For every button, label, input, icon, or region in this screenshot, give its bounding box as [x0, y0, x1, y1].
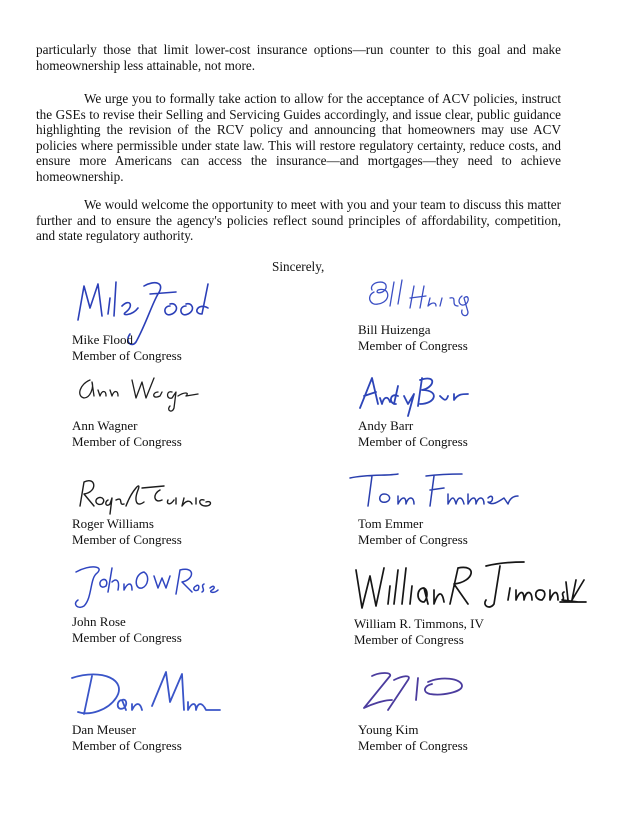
signatory-name: Bill Huizenga: [358, 322, 431, 337]
signatory-title: Member of Congress: [72, 348, 182, 363]
signature-block-dan-meuser: [72, 666, 302, 754]
signatory-title: Member of Congress: [358, 338, 468, 353]
signatory-name: Mike Flood: [72, 332, 134, 347]
signature-john-rose: [72, 558, 222, 614]
signatory-title: Member of Congress: [354, 632, 464, 647]
signature-ann-wagner: [72, 370, 212, 418]
signature-andy-barr: [358, 370, 498, 418]
signatory-name: Ann Wagner: [72, 418, 138, 433]
signature-dan-meuser: [72, 666, 222, 722]
signatory-name: Roger Williams: [72, 516, 154, 531]
signatory-name: Tom Emmer: [358, 516, 424, 531]
signature-block-andy-barr: [358, 370, 588, 450]
body-paragraph-1: particularly those that limit lower-cost insurance options—run counter to this goal and make homeownership less attainable, not more.: [36, 42, 561, 73]
signatory-name: John Rose: [72, 614, 126, 629]
signatory-title: Member of Congress: [358, 532, 468, 547]
signature-block-tom-emmer: [358, 470, 588, 548]
signature-block-ann-wagner: [72, 370, 302, 450]
signatory-title: Member of Congress: [72, 532, 182, 547]
signatory-name: William R. Timmons, IV: [354, 616, 484, 631]
signature-block-young-kim: [358, 666, 588, 754]
signatory-title: Member of Congress: [72, 630, 182, 645]
signature-block-roger-williams: [72, 470, 302, 548]
signature-bill-huizenga: [358, 272, 498, 322]
signature-tom-emmer: [358, 470, 518, 516]
signature-young-kim: [358, 666, 498, 722]
signatory-title: Member of Congress: [358, 434, 468, 449]
signatory-name: Dan Meuser: [72, 722, 136, 737]
signatory-title: Member of Congress: [358, 738, 468, 753]
signature-block-john-rose: [72, 558, 302, 646]
body-paragraph-2: We urge you to formally take action to allow for the acceptance of ACV policies, instruct the GSEs to revise their Selling and Servicing Guides accordingly, and issue clear, public guidance highlighting the revision of the RCV policy and announcing that homeowners may use ACV policies where permissible under state law. This will restore regulatory certainty, reduce costs, and ensure more Americans can access the insurance—and mortgages—they need to achieve homeownership.: [36, 91, 561, 184]
signatory-name: Young Kim: [358, 722, 419, 737]
signature-block-bill-huizenga: [358, 272, 588, 354]
signatory-title: Member of Congress: [72, 434, 182, 449]
signatory-name: Andy Barr: [358, 418, 414, 433]
signature-william-timmons: [354, 558, 584, 616]
closing: Sincerely,: [272, 259, 325, 274]
signatory-title: Member of Congress: [72, 738, 182, 753]
signature-block-mike-flood: [72, 272, 302, 364]
signature-block-william-timmons: [354, 558, 584, 648]
signature-mike-flood: [72, 272, 212, 332]
signature-roger-williams: [72, 470, 222, 516]
body-paragraph-3: We would welcome the opportunity to meet with you and your team to discuss this matter further and to ensure the agency's policies reflect sound principles of affordability, competition, and state regulatory authority.: [36, 197, 561, 244]
